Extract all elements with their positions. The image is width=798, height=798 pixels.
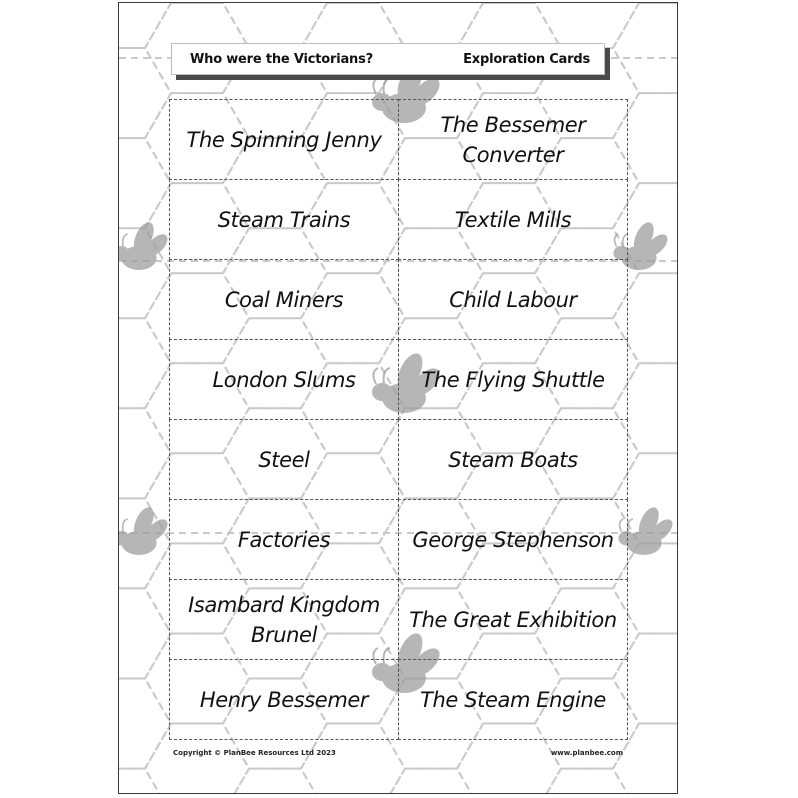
card[interactable] <box>169 99 399 180</box>
bee-icon <box>119 219 171 270</box>
hexagon-outline <box>613 3 678 93</box>
hexagon-outline <box>119 408 171 498</box>
hexagon-outline <box>379 769 483 794</box>
card[interactable] <box>398 99 628 180</box>
card-label: The Flying Shuttle <box>421 367 605 392</box>
card[interactable] <box>398 179 628 260</box>
header-bar <box>171 43 605 75</box>
worksheet-title: Who were the Victorians? <box>190 51 373 67</box>
hexagon-outline <box>119 588 171 678</box>
card-label: Steam Boats <box>448 447 578 472</box>
card[interactable] <box>169 339 399 420</box>
hexagon-outline <box>535 3 639 48</box>
card[interactable] <box>169 659 399 740</box>
card[interactable] <box>398 259 628 340</box>
copyright-text: Copyright © PlanBee Resources Ltd 2023 <box>173 749 336 757</box>
card-label: George Stephenson <box>412 527 614 552</box>
card-label: London Slums <box>212 367 356 392</box>
card-label: Steel <box>258 447 310 472</box>
card[interactable] <box>169 419 399 500</box>
card[interactable] <box>398 579 628 660</box>
card[interactable] <box>169 259 399 340</box>
worksheet-subtitle: Exploration Cards <box>463 51 590 67</box>
hexagon-outline <box>223 3 327 48</box>
card[interactable] <box>398 659 628 740</box>
card-label: The Spinning Jenny <box>186 127 382 152</box>
card[interactable] <box>398 419 628 500</box>
worksheet-page <box>118 2 678 794</box>
hexagon-outline <box>119 769 171 794</box>
hexagon-outline <box>223 769 327 794</box>
hexagon-outline <box>119 48 171 138</box>
card-label: Coal Miners <box>224 287 344 312</box>
hexagon-outline <box>379 3 483 48</box>
card-label: Henry Bessemer <box>199 687 369 712</box>
card-label: Factories <box>237 527 331 552</box>
card[interactable] <box>169 579 399 660</box>
card[interactable] <box>398 339 628 420</box>
hexagon-outline <box>535 769 639 794</box>
hexagon-outline <box>119 138 171 228</box>
card-grid <box>169 99 627 741</box>
hexagon-outline <box>119 679 171 769</box>
website-link[interactable]: www.planbee.com <box>550 749 623 757</box>
card[interactable] <box>169 179 399 260</box>
card-label: Textile Mills <box>454 207 572 232</box>
card[interactable] <box>398 499 628 580</box>
card-label: The Steam Engine <box>420 687 606 712</box>
hexagon-outline <box>119 318 171 408</box>
card[interactable] <box>169 499 399 580</box>
card-label: Steam Trains <box>217 207 351 232</box>
hexagon-outline <box>119 3 171 48</box>
card-label: The Bessemer Converter <box>440 112 586 167</box>
card-label: Isambard Kingdom Brunel <box>188 592 380 647</box>
bee-icon <box>119 504 171 555</box>
card-label: Child Labour <box>449 287 577 312</box>
card-label: The Great Exhibition <box>409 607 617 632</box>
